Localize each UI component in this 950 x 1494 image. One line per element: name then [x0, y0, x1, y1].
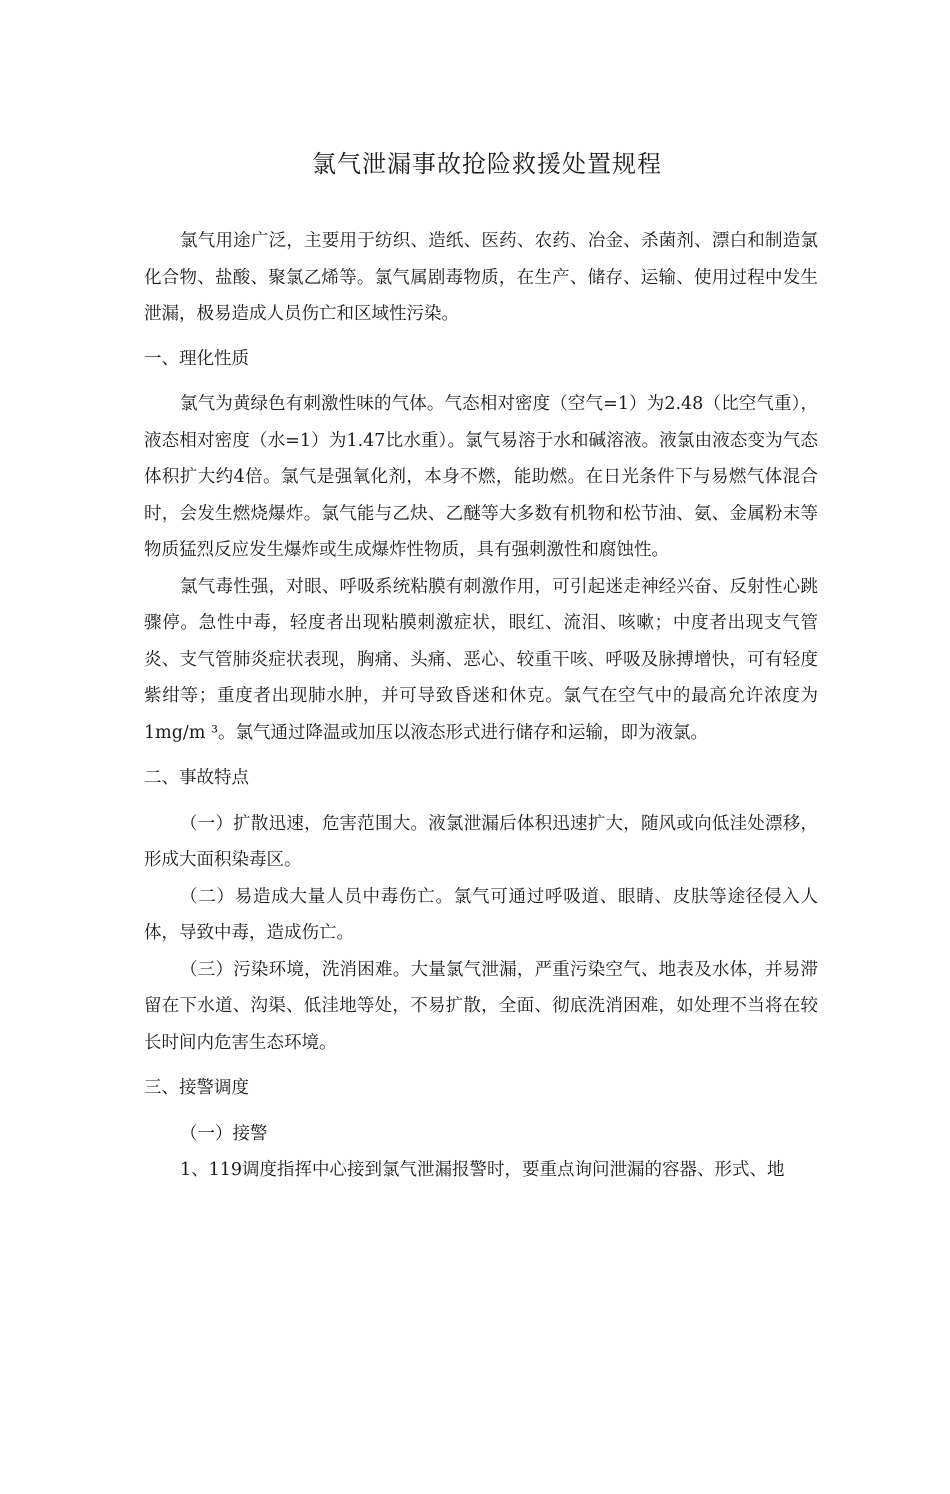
dispatch-item-1: 1、119调度指挥中心接到氯气泄漏报警时，要重点询问泄漏的容器、形式、地	[180, 1160, 785, 1180]
document-page	[0, 150, 950, 1494]
section-heading-dispatch: 三、接警调度	[144, 1078, 249, 1098]
intro-paragraph: 氯气用途广泛，主要用于纺织、造纸、医药、农药、冶金、杀菌剂、漂白和制造氯化合物、盐酸、聚氯乙烯等。氯气属剧毒物质，在生产、储存、运输、使用过程中发生泄漏，极易造成人员伤亡和区域性污染。	[144, 231, 818, 324]
section-heading-accident-features: 二、事故特点	[144, 768, 249, 788]
subheading-receive-alarm: （一）接警	[180, 1123, 268, 1144]
feature-item-2: （二）易造成大量人员中毒伤亡。氯气可通过呼吸道、眼睛、皮肤等途径侵入人体，导致中毒，造成伤亡。	[144, 886, 818, 943]
section-heading-properties: 一、理化性质	[144, 348, 249, 369]
feature-item-3: （三）污染环境，洗消困难。大量氯气泄漏，严重污染空气、地表及水体，并易滞留在下水道、沟渠、低洼地等处，不易扩散，全面、彻底洗消困难，如处理不当将在较长时间内危害生态环境。	[144, 959, 818, 1053]
document-title: 氯气泄漏事故抢险救援处置规程	[312, 150, 662, 178]
properties-paragraph-2: 氯气毒性强，对眼、呼吸系统粘膜有刺激作用，可引起迷走神经兴奋、反射性心跳骤停。急性中毒，轻度者出现粘膜刺激症状，眼红、流泪、咳嗽；中度者出现支气管炎、支气管肺炎症状表现，胸痛、头痛、恶心、较重干咳、呼吸及脉搏增快，可有轻度紫绀等；重度者出现肺水肿，并可导致昏迷和休克。氯气在空气中的最高允许浓度为1mg/m ³。氯气通过降温或加压以液态形式进行储存和运输，即为液氯。	[144, 576, 818, 743]
feature-item-1: （一）扩散迅速，危害范围大。液氯泄漏后体积迅速扩大，随风或向低洼处漂移，形成大面积染毒区。	[144, 813, 818, 870]
properties-paragraph-1: 氯气为黄绿色有刺激性味的气体。气态相对密度（空气=1）为2.48（比空气重），液态相对密度（水=1）为1.47比水重）。氯气易溶于水和碱溶液。液氯由液态变为气态体积扩大约4倍。氯气是强氧化剂，本身不燃，能助燃。在日光条件下与易燃气体混合时，会发生燃烧爆炸。氯气能与乙炔、乙醚等大多数有机物和松节油、氨、金属粉末等物质猛烈反应发生爆炸或生成爆炸性物质，具有强刺激性和腐蚀性。	[144, 394, 818, 560]
